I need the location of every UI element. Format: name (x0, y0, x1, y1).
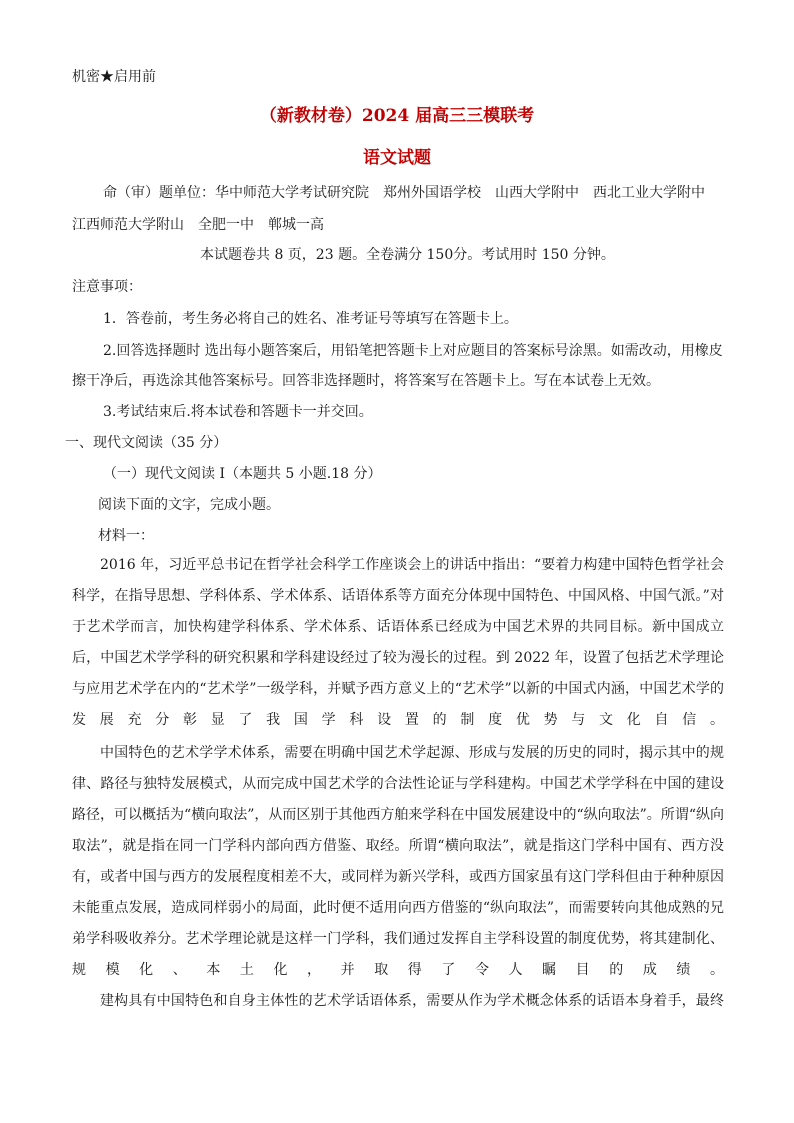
paragraph-3: 建构具有中国特色和自身主体性的艺术学话语体系，需要从作为学术概念体系的话语本身着手，最终 (100, 993, 724, 1009)
notes-heading: 注意事项： (72, 279, 142, 295)
note-2-line-2: 擦干净后，再选涂其他答案标号。回答非选择题时，将答案写在答题卡上。写在本试卷上无效。 (72, 373, 660, 389)
note-3: 3.考试结束后.将本试卷和答题卡一并交回。 (103, 404, 373, 420)
exam-info: 本试题卷共 8 页，23 题。全卷满分 150分。考试用时 150 分钟。 (200, 247, 615, 263)
subsection-heading: （一）现代文阅读 I（本题共 5 小题.18 分） (103, 466, 382, 482)
paragraph-2: 中国特色的艺术学学术体系，需要在明确中国艺术学起源、形成与发展的历史的同时，揭示其中的规律、路径与独特发展模式，从而完成中国艺术学的合法性论证与学科建构。中国艺术学学科在中国的建设路径，可以概括为“横向取法”，从而区别于其他西方舶来学科在中国发展建设中的“纵向取法”。所谓“纵向取法”，就是指在同一门学科内部向西方借鉴、取经。所谓“横向取法”，就是指这门学科中国有、西方没有，或者中国与西方的发展程度相差不大，或同样为新兴学科，或西方国家虽有这门学科但由于种种原因未能重点发展，造成同样弱小的局面，此时便不适用向西方借鉴的“纵向取法”，而需要转向其他成熟的兄弟学科吸收养分。艺术学理论就是这样一门学科，我们通过发挥自主学科设置的制度优势，将其建制化、规模化、本土化，并取得了令人瞩目的成绩。 (72, 745, 724, 978)
confidential-label: 机密★启用前 (72, 69, 156, 85)
paragraph-1: 2016 年，习近平总书记在哲学社会科学工作座谈会上的讲话中指出：“要着力构建中国特色哲学社会科学，在指导思想、学科体系、学术体系、话语体系等方面充分体现中国特色、中国风格、中国气派。”对于艺术学而言，加快构建学科体系、学术体系、话语体系已经成为中国艺术界的共同目标。新中国成立后，中国艺术学学科的研究积累和学科建设经过了较为漫长的过程。到 2022 年，设置了包括艺术学理论与应用艺术学在内的“艺术学”一级学科，并赋予西方意义上的“艺术学”以新的中国式内涵，中国艺术学的发展充分彰显了我国学科设置的制度优势与文化自信。 (72, 557, 724, 728)
section-heading: 一、现代文阅读（35 分） (65, 435, 228, 451)
note-2-line-1: 2.回答选择题时 选出每小题答案后，用铅笔把答题卡上对应题目的答案标号涂黑。如需改动，用橡皮 (103, 343, 723, 359)
subject-title: 语文试题 (363, 148, 431, 168)
reading-instruction: 阅读下面的文字，完成小题。 (98, 497, 280, 513)
material-label: 材料一： (98, 528, 154, 544)
note-1: 1．答卷前，考生务必将自己的姓名、准考证号等填写在答题卡上。 (103, 311, 518, 327)
author-units-line-2: 江西师范大学附山 全肥一中 郸城一高 (72, 217, 324, 233)
exam-title: （新教材卷）2024 届高三三模联考 (259, 106, 535, 126)
author-units-line-1: 命（审）题单位：华中师范大学考试研究院 郑州外国语学校 山西大学附中 西北工业大学附中 (103, 185, 705, 201)
